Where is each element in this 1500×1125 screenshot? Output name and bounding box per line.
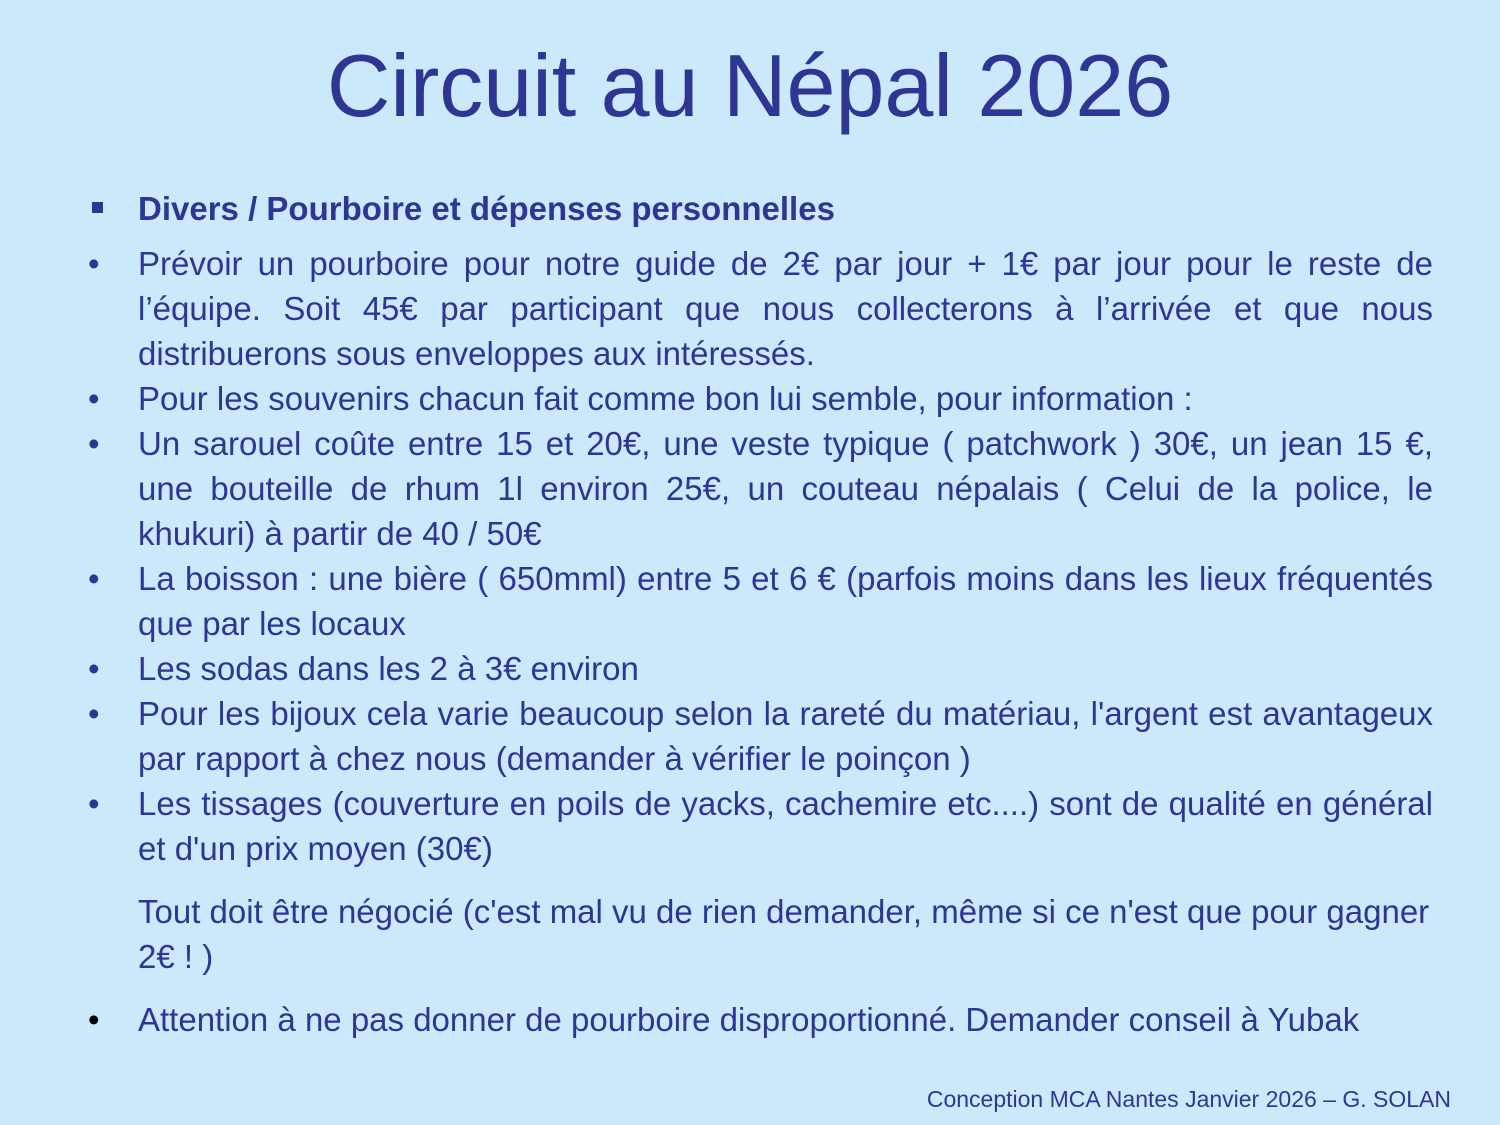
list-item: [88, 646, 1433, 691]
slide-title: Circuit au Népal 2026: [326, 36, 1174, 135]
bullet-icon: •: [88, 785, 100, 822]
list-item-text: Les sodas dans les 2 à 3€ environ: [138, 650, 639, 687]
bullet-icon: •: [88, 560, 100, 597]
bullet-icon: •: [88, 245, 100, 282]
bullet-icon: •: [88, 425, 100, 462]
list-item: [88, 691, 1433, 781]
bullet-icon: •: [88, 380, 100, 417]
slide-content: [88, 186, 1433, 1042]
note-text: Tout doit être négocié (c'est mal vu de rien demander, même si ce n'est que pour gagner 2€ ! ): [138, 893, 1430, 975]
bullet-icon: •: [88, 695, 100, 732]
bullet-icon: •: [88, 1001, 100, 1038]
section-heading: [88, 186, 1433, 231]
square-bullet-icon: [92, 202, 103, 213]
list-item-text: La boisson : une bière ( 650mml) entre 5 et 6 € (parfois moins dans les lieux fréquentés que par les locaux: [138, 560, 1433, 642]
list-item-text: Pour les bijoux cela varie beaucoup selon la rareté du matériau, l'argent est avantageux par rapport à chez nous (demander à vérifier le poinçon ): [138, 695, 1433, 777]
slide-footer: Conception MCA Nantes Janvier 2026 – G. SOLAN: [926, 1086, 1451, 1112]
list-item: [88, 241, 1433, 376]
list-item-text: Les tissages (couverture en poils de yacks, cachemire etc....) sont de qualité en général et d'un prix moyen (30€): [138, 785, 1433, 867]
list-item-text: Pour les souvenirs chacun fait comme bon lui semble, pour information :: [138, 380, 1193, 417]
list-item: [88, 376, 1433, 421]
list-item-text: Attention à ne pas donner de pourboire disproportionné. Demander conseil à Yubak: [138, 1001, 1360, 1038]
section-heading-text: Divers / Pourboire et dépenses personnelles: [138, 190, 835, 227]
bullet-icon: •: [88, 650, 100, 687]
note-paragraph: [88, 889, 1433, 979]
list-item: [88, 781, 1433, 871]
list-item-text: Un sarouel coûte entre 15 et 20€, une veste typique ( patchwork ) 30€, un jean 15 €, une bouteille de rhum 1l environ 25€, un couteau népalais ( Celui de la police, le khukuri) à partir de 40 / 50€: [138, 425, 1433, 552]
list-item-text: Prévoir un pourboire pour notre guide de 2€ par jour + 1€ par jour pour le reste de l’équipe. Soit 45€ par participant que nous collecterons à l’arrivée et que nous distribuerons sous enveloppes aux intéressés.: [138, 245, 1433, 372]
list-item: [88, 556, 1433, 646]
list-item: [88, 997, 1433, 1042]
list-item: [88, 421, 1433, 556]
